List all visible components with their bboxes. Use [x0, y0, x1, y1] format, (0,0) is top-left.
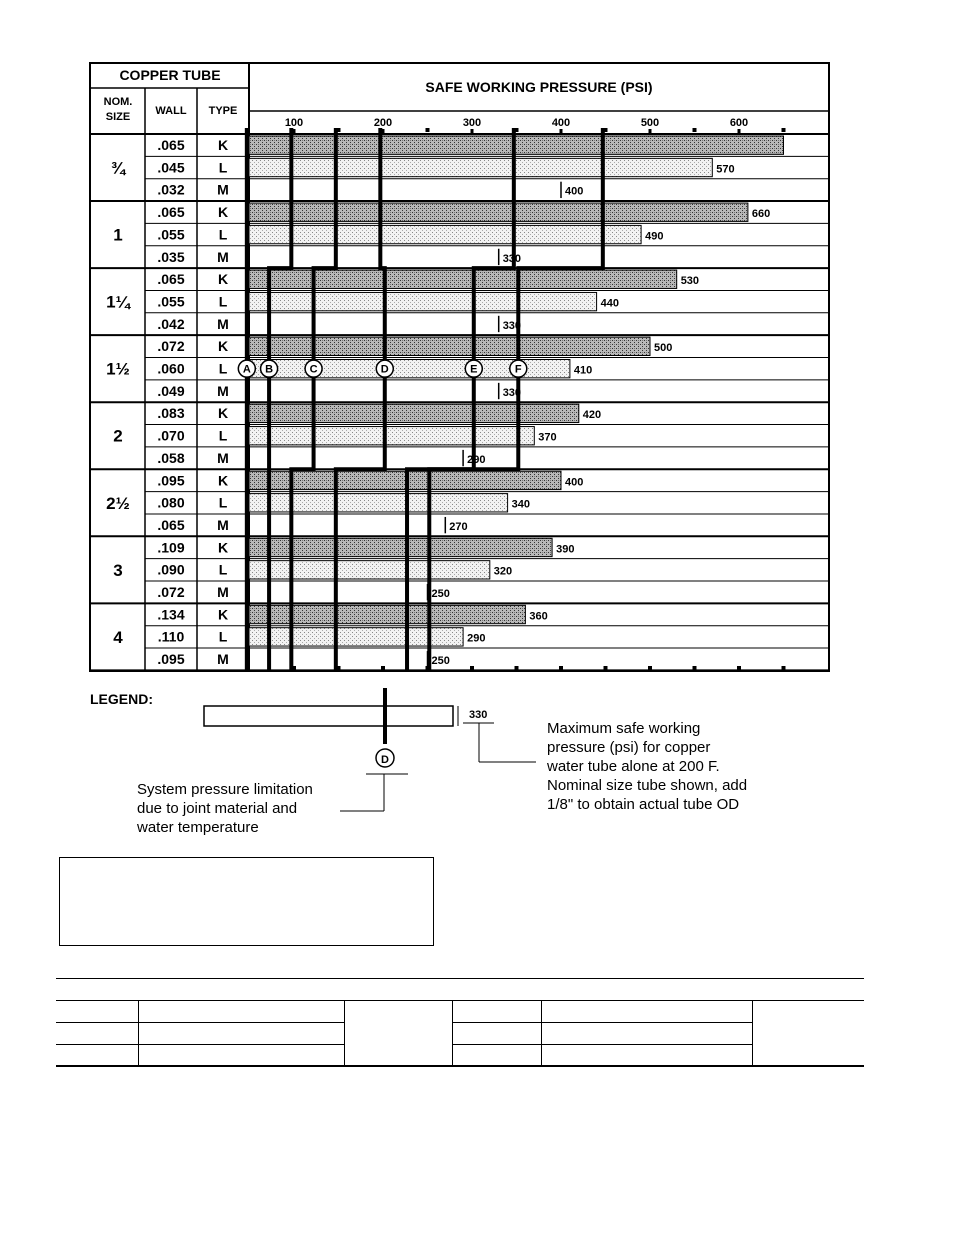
limit-label: A — [242, 363, 251, 376]
bar-value-label: 360 — [529, 610, 548, 623]
wall-cell: .058 — [157, 449, 185, 466]
wall-cell: .080 — [157, 494, 185, 511]
wall-cell: .055 — [157, 226, 185, 243]
legend-title: LEGEND: — [90, 691, 153, 707]
bottom-tick — [648, 666, 652, 670]
limit-label: C — [309, 363, 318, 376]
wall-cell: .065 — [157, 516, 185, 533]
pressure-bar — [249, 427, 534, 445]
type-cell: M — [217, 382, 229, 399]
wall-cell: .065 — [157, 204, 185, 221]
bottom-tick — [737, 666, 741, 670]
pressure-bar — [249, 203, 748, 221]
note-box — [59, 857, 434, 946]
legend-sample-value: 330 — [469, 709, 488, 721]
bar-value-label: 330 — [502, 319, 522, 332]
bar-value-label: 420 — [582, 409, 602, 422]
svg-text:pressure (psi) for copper: pressure (psi) for copper — [547, 739, 711, 756]
type-cell: K — [217, 472, 229, 489]
size-label: 1½ — [106, 359, 130, 379]
type-cell: L — [218, 159, 228, 176]
limit-label: D — [380, 363, 389, 376]
x-axis — [285, 117, 786, 134]
type-cell: K — [217, 137, 229, 153]
bottom-tick — [470, 666, 474, 670]
bottom-tick — [559, 666, 563, 670]
bottom-tick — [782, 666, 786, 670]
size-label: 3 — [113, 560, 123, 580]
pressure-bar — [249, 337, 650, 355]
wall-cell: .065 — [157, 271, 185, 288]
wall-cell: .095 — [157, 651, 185, 668]
bar-value-label: 570 — [716, 163, 735, 176]
pressure-bar — [249, 136, 784, 154]
type-cell: M — [217, 449, 229, 466]
bottom-tick — [337, 666, 341, 670]
wall-cell: .070 — [157, 427, 185, 444]
bar-value-label: 530 — [680, 275, 700, 288]
copper-tube-header: COPPER TUBE — [119, 67, 221, 83]
x-tick-label: 100 — [284, 117, 304, 129]
pressure-bar — [249, 158, 712, 176]
type-cell: K — [217, 539, 229, 556]
limit-label: E — [470, 363, 478, 376]
bar-value-label: 320 — [493, 565, 513, 578]
type-cell: L — [218, 561, 228, 578]
bar-value-label: 270 — [449, 520, 468, 533]
x-tick-label: 500 — [640, 117, 660, 129]
wall-cell: .072 — [157, 584, 185, 600]
size-label: 4 — [113, 627, 123, 647]
type-cell: M — [217, 584, 229, 600]
bottom-tick — [426, 666, 430, 670]
bar-value-label: 400 — [565, 185, 584, 198]
type-cell: L — [218, 628, 228, 645]
size-label: 2 — [113, 426, 123, 446]
type-cell: M — [217, 248, 229, 265]
bottom-tick — [292, 666, 296, 670]
limit-label: B — [265, 363, 274, 376]
bar-value-label: 290 — [467, 632, 486, 645]
bar-value-label: 660 — [751, 208, 771, 221]
type-cell: L — [218, 494, 228, 511]
x-tick-label: 600 — [729, 117, 749, 129]
wall-cell: .090 — [157, 561, 185, 578]
legend-left-text — [136, 781, 313, 836]
bottom-tick — [381, 666, 385, 670]
bar-value-label: 500 — [654, 342, 673, 355]
wall-cell: .095 — [157, 472, 185, 489]
legend-right-text — [546, 720, 747, 813]
pressure-bar — [249, 471, 561, 489]
x-minor-tick — [693, 128, 697, 132]
title-block — [56, 978, 864, 1067]
x-tick-label: 300 — [462, 117, 482, 129]
svg-text:water temperature: water temperature — [137, 819, 259, 836]
type-cell: L — [218, 293, 228, 310]
wall-cell: .035 — [157, 248, 185, 265]
bar-value-label: 440 — [600, 297, 619, 310]
type-cell: K — [217, 271, 229, 288]
wall-cell: .110 — [157, 628, 185, 645]
size-label: 1 — [113, 225, 123, 245]
size-header: SIZE — [105, 111, 131, 123]
pressure-header: SAFE WORKING PRESSURE (PSI) — [425, 79, 653, 95]
type-cell: K — [217, 338, 229, 355]
type-header: TYPE — [208, 105, 238, 117]
bar-value-label: 330 — [502, 252, 522, 265]
wall-cell: .060 — [157, 360, 185, 377]
type-cell: M — [217, 315, 229, 332]
svg-text:Nominal size tube shown, add: Nominal size tube shown, add — [547, 777, 748, 794]
svg-text:water tube alone at 200 F.: water tube alone at 200 F. — [547, 758, 720, 775]
pressure-bar — [249, 292, 597, 310]
bar-value-label: 490 — [645, 230, 664, 243]
pressure-bar — [249, 538, 552, 556]
x-tick-label: 400 — [551, 117, 571, 129]
bar-value-label: 400 — [565, 476, 584, 489]
type-cell: L — [218, 226, 228, 243]
svg-text:System pressure limitation: System pressure limitation — [137, 781, 313, 798]
wall-cell: .045 — [157, 159, 185, 176]
wall-cell: .042 — [157, 315, 185, 332]
bottom-tick — [693, 666, 697, 670]
type-cell: L — [218, 360, 228, 377]
wall-cell: .055 — [157, 293, 185, 310]
x-minor-tick — [782, 128, 786, 132]
wall-header: WALL — [155, 105, 187, 117]
type-cell: M — [217, 181, 229, 198]
bar-value-label: 250 — [431, 655, 450, 668]
wall-cell: .049 — [157, 382, 185, 399]
type-cell: M — [217, 516, 229, 533]
pressure-bar — [249, 225, 641, 243]
type-cell: L — [218, 427, 228, 444]
bottom-tick — [604, 666, 608, 670]
bar-value-label: 410 — [573, 364, 593, 377]
pressure-bar — [249, 561, 490, 579]
legend-limit-letter: D — [381, 754, 389, 766]
bar-value-label: 330 — [502, 386, 522, 399]
x-minor-tick — [426, 128, 430, 132]
wall-cell: .109 — [157, 539, 185, 556]
bar-value-label: 390 — [556, 543, 575, 556]
legend-sample-bar — [204, 706, 453, 726]
bottom-tick — [515, 666, 519, 670]
type-cell: K — [217, 606, 229, 623]
x-tick-label: 200 — [373, 117, 393, 129]
type-cell: M — [217, 651, 229, 668]
wall-cell: .134 — [157, 606, 185, 623]
wall-cell: .083 — [157, 405, 185, 422]
svg-text:1/8" to obtain actual tube OD: 1/8" to obtain actual tube OD — [547, 796, 740, 813]
pressure-bar — [249, 404, 579, 422]
bar-value-label: 340 — [511, 498, 530, 511]
bar-value-label: 250 — [431, 588, 450, 600]
wall-cell: .032 — [157, 181, 185, 198]
svg-text:Maximum safe working: Maximum safe working — [547, 720, 701, 737]
type-cell: K — [217, 204, 229, 221]
bar-value-label: 290 — [467, 453, 486, 466]
type-cell: K — [217, 405, 229, 422]
svg-text:due to joint material and: due to joint material and — [137, 800, 298, 817]
pressure-bar — [249, 494, 508, 512]
wall-cell: .065 — [157, 137, 185, 153]
size-label: ¾ — [110, 158, 126, 178]
size-label: 2½ — [106, 493, 130, 513]
bar-value-label: 370 — [538, 431, 557, 444]
size-label: 1¼ — [106, 292, 130, 312]
nom-header: NOM. — [103, 96, 133, 108]
limit-label: F — [514, 363, 522, 376]
wall-cell: .072 — [157, 338, 185, 355]
